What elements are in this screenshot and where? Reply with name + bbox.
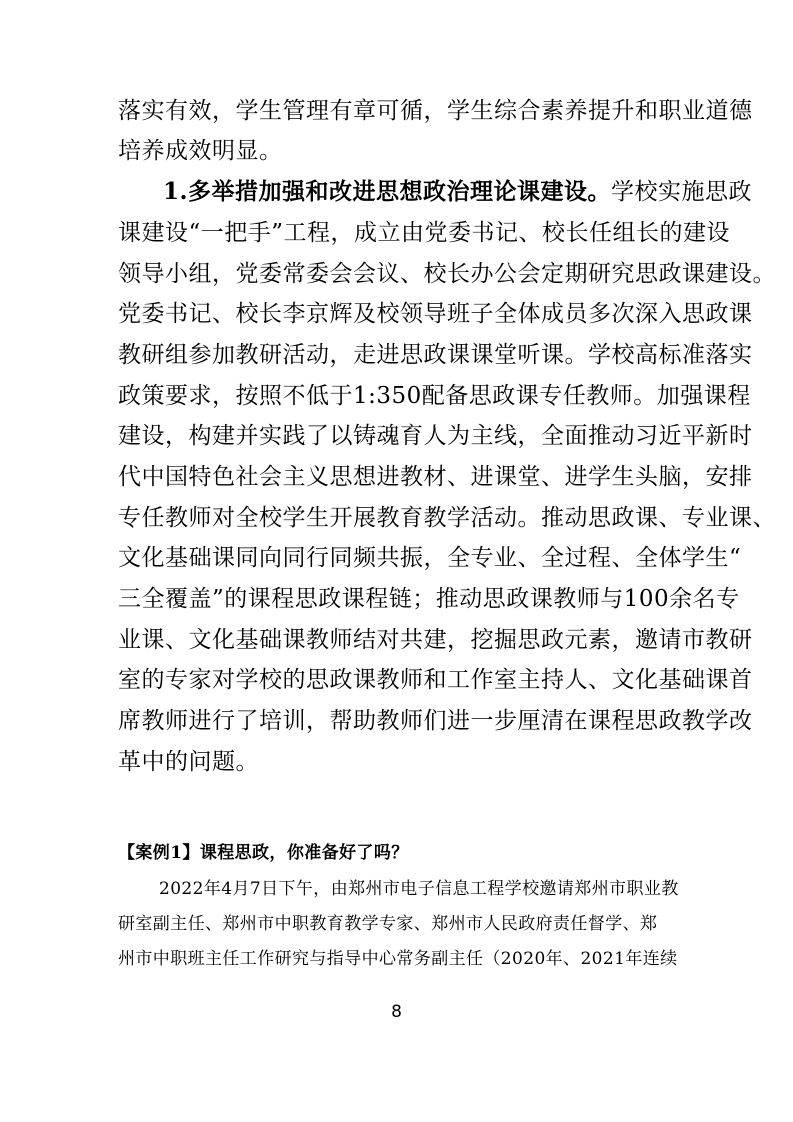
intro-line-2: 培养成效明显。 <box>118 138 283 164</box>
section-line-10: 文化基础课同向同行同频共振，全专业、全过程、全体学生“ <box>118 545 742 571</box>
section-line-9: 专任教师对全校学生开展教育教学活动。推动思政课、专业课、 <box>118 505 776 531</box>
section-line-2: 课建设“一把手”工程，成立由党委书记、校长任组长的建设 <box>118 220 731 246</box>
intro-line-1: 落实有效，学生管理有章可循，学生综合素养提升和职业道德 <box>118 98 753 124</box>
section-line-6: 政策要求，按照不低于1:350配备思政课专任教师。加强课程 <box>118 383 751 409</box>
case-line-3: 州市中职班主任工作研究与指导中心常务副主任（2020年、2021年连续 <box>118 949 678 969</box>
section-line-11: 三全覆盖”的课程思政课程链；推动思政课教师与100余名专 <box>118 586 740 612</box>
case-title: 【案例1】课程思政，你准备好了吗？ <box>118 843 409 863</box>
section-line-13: 室的专家对学校的思政课教师和工作室主持人、文化基础课首 <box>118 667 753 693</box>
section-paragraph-first-line <box>163 177 752 207</box>
section-heading: 1.多举措加强和改进思想政治理论课建设。 <box>163 178 612 205</box>
section-line-14: 席教师进行了培训，帮助教师们进一步厘清在课程思政教学改 <box>118 708 753 734</box>
case-line-1: 2022年4月7日下午，由郑州市电子信息工程学校邀请郑州市职业教 <box>159 879 679 899</box>
section-line-7: 建设，构建并实践了以铸魂育人为主线，全面推动习近平新时 <box>118 423 753 449</box>
page-number: 8 <box>391 1002 402 1022</box>
section-line-3: 领导小组，党委常委会会议、校长办公会定期研究思政课建设。 <box>118 261 776 287</box>
section-line-4: 党委书记、校长李京辉及校领导班子全体成员多次深入思政课 <box>118 301 753 327</box>
section-line-15: 革中的问题。 <box>118 749 259 775</box>
section-line-5: 教研组参加教研活动，走进思政课课堂听课。学校高标准落实 <box>118 342 753 368</box>
section-line-8: 代中国特色社会主义思想进教材、进课堂、进学生头脑，安排 <box>118 464 753 490</box>
case-line-2: 研室副主任、郑州市中职教育教学专家、郑州市人民政府责任督学、郑 <box>118 914 658 934</box>
section-line-12: 业课、文化基础课教师结对共建，挖掘思政元素，邀请市教研 <box>118 627 753 653</box>
section-line-1: 学校实施思政 <box>611 179 753 205</box>
